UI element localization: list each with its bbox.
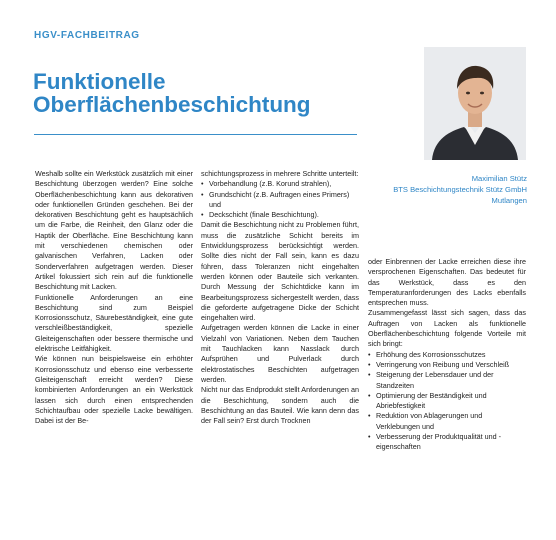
text-column-2 <box>201 169 359 426</box>
text-column-3 <box>368 257 526 453</box>
list-item: • Grundschicht (z.B. Auftragen eines Primers) und <box>201 190 359 211</box>
list-item: • Reduktion von Ablagerungen und Verklebungen und <box>368 411 526 432</box>
list-item: • Verringerung von Reibung und Verschleiß <box>368 360 526 370</box>
author-name: Maximilian Stütz <box>471 174 527 183</box>
author-photo <box>424 47 526 160</box>
paragraph: Nicht nur das Endprodukt stellt Anforderungen an die Beschichtung, sondern auch die Beschichtung an das Bauteil. Wie kann denn das der Fall sein? Erst durch Trocknen <box>201 385 359 426</box>
title-divider <box>34 134 357 135</box>
title-line-2: Oberflächenbeschichtung <box>33 92 311 117</box>
author-company: BTS Beschichtungstechnik Stütz GmbH <box>393 185 527 194</box>
list-item: • Erhöhung des Korrosionsschutzes <box>368 350 526 360</box>
list-item: • Steigerung der Lebensdauer und der Standzeiten <box>368 370 526 391</box>
paragraph: Zusammengefasst lässt sich sagen, dass das Auftragen von Lacken als funktionelle Oberflächenbeschichtung folgende Vorteile mit sich bringt: <box>368 308 526 349</box>
author-caption <box>376 173 527 206</box>
list-item: • Verbesserung der Produktqualität und -eigenschaften <box>368 432 526 453</box>
portrait-image <box>424 47 526 160</box>
article-title <box>33 70 373 116</box>
list-item: • Optimierung der Beständigkeit und Abriebfestigkeit <box>368 391 526 412</box>
text-column-1 <box>35 169 193 426</box>
paragraph: Wie können nun beispielsweise ein erhöhter Korrosionsschutz und ebenso eine verbesserte Gleiteigenschaft erreicht werden? Diese kombinierten Anforderungen an ein Werkstück lassen sich durch einen entsprechenden Schichtaufbau oder spezielle Lacke bewältigen. Dabei ist der Be- <box>35 354 193 426</box>
article-category: HGV-FACHBEITRAG <box>34 30 140 41</box>
benefits-list <box>368 350 526 453</box>
title-line-1: Funktionelle <box>33 69 166 94</box>
list-item: • Deckschicht (finale Beschichtung). <box>201 210 359 220</box>
author-city: Mutlangen <box>491 196 527 205</box>
paragraph: oder Einbrennen der Lacke erreichen diese ihre versprochenen Eigenschaften. Das bedeutet für das Werkstück, dass es den Temperaturanforderungen des Lacks ebenfalls entsprechen muss. <box>368 257 526 308</box>
paragraph: Weshalb sollte ein Werkstück zusätzlich mit einer Beschichtung überzogen werden? Eine solche Oberflächenbeschichtung kann aus dekorativen oder funktionellen Gründen geschehen. Bei der dekorativen Beschichtung geht es hauptsächlich um die Farbe, die Reinheit, den Glanz oder die Haptik der Oberfläche. Eine Beschichtung kann mit verschiedenen chemischen oder galvanischen Verfahren, Lacken oder Sonderverfahren aufgetragen werden. Dieser Artikel fokussiert sich rein auf die funktionelle Beschichtung mit Lacken. <box>35 169 193 292</box>
paragraph: Damit die Beschichtung nicht zu Problemen führt, muss die zusätzliche Schicht bereits im Entwicklungsprozess berücksichtigt werden. Sollte dies nicht der Fall sein, kann es dazu führen, dass Toleranzen nicht eingehalten werden können oder Bauteile sich verkanten. Durch Messung der Schichtdicke kann im Bearbeitungsprozess sichergestellt werden, dass die geforderte aufgetragene Dicke der Schicht eingehalten wird. <box>201 220 359 323</box>
process-steps-list <box>201 179 359 220</box>
list-item: • Vorbehandlung (z.B. Korund strahlen), <box>201 179 359 189</box>
paragraph: Funktionelle Anforderungen an eine Beschichtung sind zum Beispiel Korrosionsschutz, Säurebeständigkeit, eine gute verschleißbeständigkeit, spezielle Gleiteigenschaften oder bessere thermische und elektrische Leitfähigkeit. <box>35 292 193 354</box>
paragraph: schichtungsprozess in mehrere Schritte unterteilt: <box>201 169 359 178</box>
paragraph: Aufgetragen werden können die Lacke in einer Vielzahl von Variationen. Neben dem Tauchen mit Tauchlacken kann Nasslack durch Aufsprühen und Pulverlack durch elektrostatisches Beschichten aufgetragen werden. <box>201 323 359 384</box>
